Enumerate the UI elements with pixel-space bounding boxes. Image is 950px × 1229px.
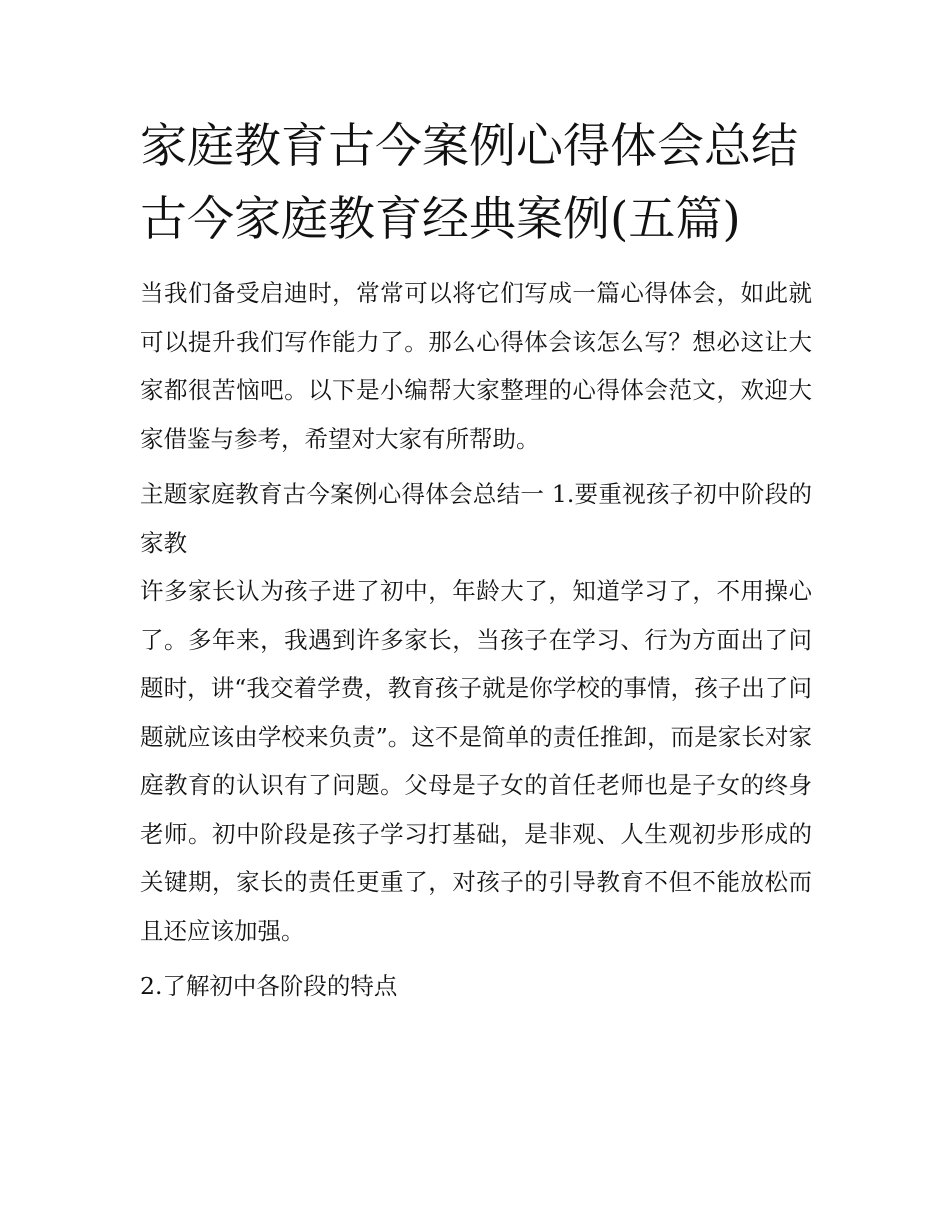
subheading-paragraph: 2.了解初中各阶段的特点 — [140, 972, 398, 1000]
intro-paragraph: 当我们备受启迪时，常常可以将它们写成一篇心得体会，如此就可以提升我们写作能力了。那么心得体会该怎么写？想必这让大家都很苦恼吧。以下是小编帮大家整理的心得体会范文，欢迎大家借鉴与参考，希望对大家有所帮助。 — [140, 279, 812, 453]
document-body — [140, 269, 812, 1011]
section-heading-paragraph: 主题家庭教育古今案例心得体会总结一 1.要重视孩子初中阶段的家教 — [140, 480, 812, 557]
document-title: 家庭教育古今案例心得体会总结 古今家庭教育经典案例(五篇) — [140, 119, 798, 247]
document-page — [140, 110, 812, 1011]
body-paragraph: 许多家长认为孩子进了初中，年龄大了，知道学习了，不用操心了。多年来，我遇到许多家长，当孩子在学习、行为方面出了问题时，讲“我交着学费，教育孩子就是你学校的事情，孩子出了问题就应该由学校来负责”。这不是简单的责任推卸，而是家长对家庭教育的认识有了问题。父母是子女的首任老师也是子女的终身老师。初中阶段是孩子学习打基础，是非观、人生观初步形成的关键期，家长的责任更重了，对孩子的引导教育不但不能放松而且还应该加强。 — [140, 577, 812, 945]
